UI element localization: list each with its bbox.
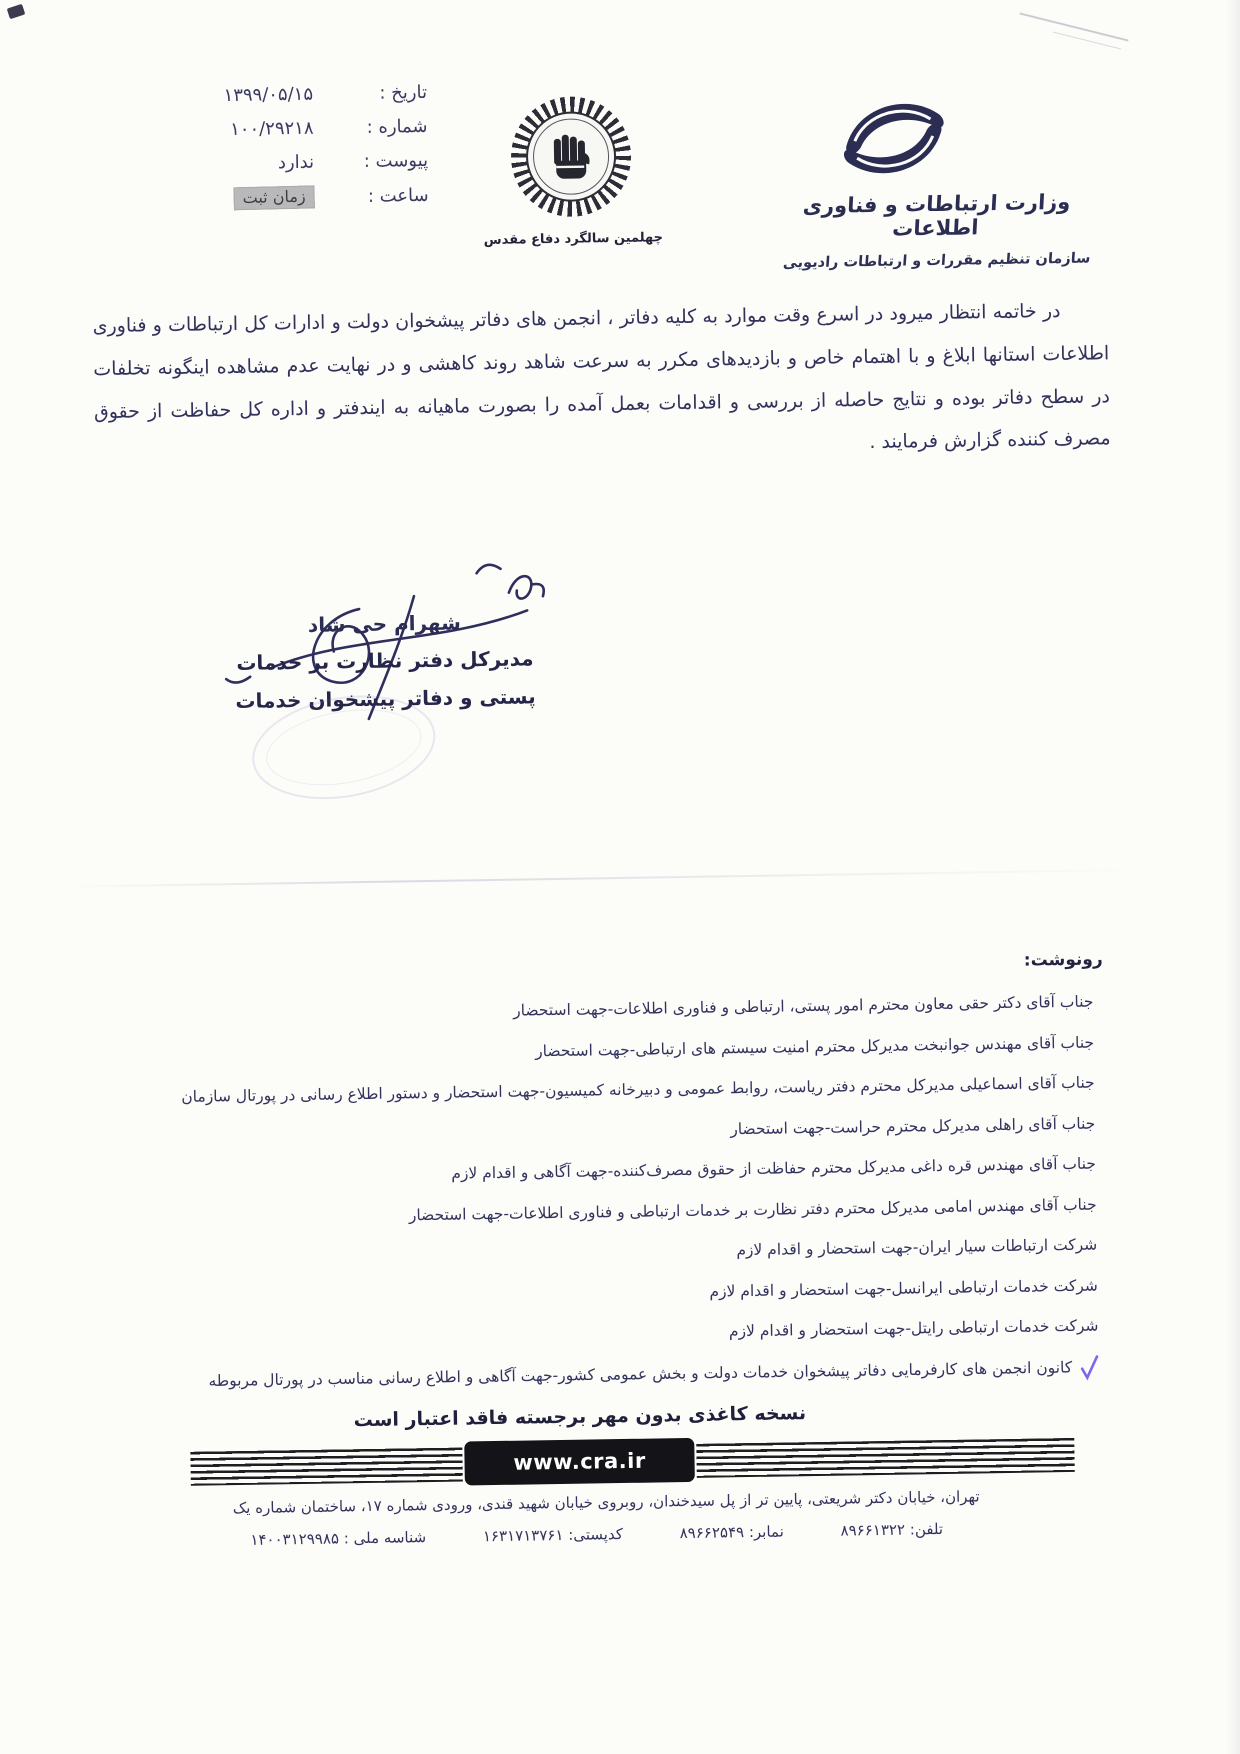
meta-number-row xyxy=(107,116,427,142)
letter-body-paragraph: در خاتمه انتظار میرود در اسرع وقت موارد به کلیه دفاتر ، انجمن های دفاتر پیشخوان دولت و ادارات کل ارتباطات و فناوری اطلاعات استانها ابلاغ و با اهتمام خاص و بازدیدهای مکرر به سرعت شاهد روند کاهشی و در نهایت عدم مشاهده اینگونه تخلفات در سطح دفاتر بوده و نتایج حاصله از بررسی و اقدامات بعمل آمده را بصورت ماهیانه به ایندفتر و اداره کل حفاظت از حقوق مصرف کننده گزارش فرمایند . xyxy=(92,299,1111,454)
cc-item: جناب آقای راهلی مدیرکل محترم حراست-جهت استحضار xyxy=(730,1114,1096,1138)
cc-item-checked xyxy=(109,1354,1099,1396)
number-value: ۱۰۰/۲۹۲۱۸ xyxy=(229,117,314,141)
cc-list xyxy=(103,990,1099,1413)
signatory-name: شهرام حی شاد xyxy=(307,610,461,637)
letter-meta-block xyxy=(107,82,429,225)
postal-code-group xyxy=(483,1525,623,1545)
emblem-caption: چهلمین سالگرد دفاع مقدس xyxy=(483,230,664,249)
cc-item-text: کانون انجمن های کارفرمایی دفاتر پیشخوان خدمات دولت و بخش عمومی کشور-جهت آگاهی و اطلاع رسانی مناسب در پورتال مربوطه xyxy=(208,1358,1073,1390)
cc-item: شرکت خدمات ارتباطی رایتل-جهت استحضار و اقدام لازم xyxy=(728,1316,1099,1341)
cc-item: شرکت ارتباطات سیار ایران-جهت استحضار و اقدام لازم xyxy=(736,1235,1098,1260)
ministry-header-block xyxy=(766,189,1107,271)
footer-address: تهران، خیابان دکتر شریعتی، پایین تر از پل سیدخندان، روبروی خیابان شهید قندی، ورودی شماره ۱۷، ساختمان شماره یک xyxy=(232,1487,980,1518)
cc-item: جناب آقای دکتر حقی معاون محترم امور پستی، ارتباطی و فناوری اطلاعات-جهت استحضار xyxy=(513,992,1094,1020)
scan-crease-line xyxy=(66,869,1156,888)
phone-group xyxy=(840,1520,943,1540)
signatory-title-line2: پستی و دفاتر پیشخوان خدمات xyxy=(235,684,536,714)
fax-label: نمابر: xyxy=(748,1522,784,1542)
national-id-value: ۱۴۰۰۳۱۲۹۹۸۵ xyxy=(250,1529,340,1549)
ministry-name: وزارت ارتباطات و فناوری اطلاعات xyxy=(802,189,1072,241)
website-bar: www.cra.ir xyxy=(464,1438,695,1486)
checkmark-icon xyxy=(1079,1354,1099,1380)
time-label: ساعت : xyxy=(367,184,429,207)
meta-date-row xyxy=(107,82,427,108)
cc-section-label: رونوشت: xyxy=(1023,949,1103,971)
meta-attachment-row xyxy=(108,150,428,176)
footer-hatch-left xyxy=(190,1448,463,1486)
attachment-label: پیوست : xyxy=(363,149,429,172)
registration-time-stamp: زمان ثبت xyxy=(233,185,315,210)
footer-contact-line xyxy=(12,1516,1182,1552)
cc-item: جناب آقای مهندس جوانبخت مدیرکل محترم امنیت سیستم های ارتباطی-جهت استحضار xyxy=(535,1033,1095,1060)
signatory-title-line1: مدیرکل دفتر نظارت بر خدمات xyxy=(236,646,534,675)
postal-code-label: کدپستی: xyxy=(568,1525,624,1544)
sacred-defense-anniversary-emblem-icon xyxy=(510,96,632,218)
cc-item: جناب آقای مهندس امامی مدیرکل محترم دفتر نظارت بر خدمات ارتباطی و فناوری اطلاعات-جهت استحضار xyxy=(408,1195,1097,1224)
phone-value: ۸۹۶۶۱۳۲۲ xyxy=(840,1520,906,1540)
meta-time-row xyxy=(108,184,428,212)
fax-group xyxy=(680,1522,784,1542)
fax-value: ۸۹۶۶۲۵۴۹ xyxy=(679,1523,745,1543)
attachment-value: ندارد xyxy=(277,151,315,174)
cc-item: شرکت خدمات ارتباطی ایرانسل-جهت استحضار و اقدام لازم xyxy=(709,1276,1098,1301)
date-value: ۱۳۹۹/۰۵/۱۵ xyxy=(223,83,314,107)
cc-item: جناب آقای مهندس قره داغی مدیرکل محترم حفاظت از حقوق مصرف‌کننده-جهت آگاهی و اقدام لازم xyxy=(451,1154,1097,1183)
postal-code-value: ۱۶۳۱۷۱۳۷۶۱ xyxy=(482,1525,564,1546)
date-label: تاریخ : xyxy=(379,81,428,104)
footer-hatch-right xyxy=(696,1438,1074,1478)
cc-item: جناب آقای اسماعیلی مدیرکل محترم دفتر ریاست، روابط عمومی و دبیرخانه کمیسیون-جهت استحضار و دستور اطلاع رسانی در پورتال سازمان xyxy=(181,1073,1095,1106)
organization-name: سازمان تنظیم مقررات و ارتباطات رادیویی xyxy=(782,250,1091,272)
national-id-label: شناسه ملی : xyxy=(343,1528,427,1548)
number-label: شماره : xyxy=(366,115,428,138)
cra-ministry-logo-icon xyxy=(832,88,956,190)
national-id-group xyxy=(250,1528,426,1549)
phone-label: تلفن: xyxy=(909,1519,944,1539)
paper-copy-invalid-notice: نسخه کاغذی بدون مهر برجسته فاقد اعتبار است xyxy=(353,1402,807,1432)
